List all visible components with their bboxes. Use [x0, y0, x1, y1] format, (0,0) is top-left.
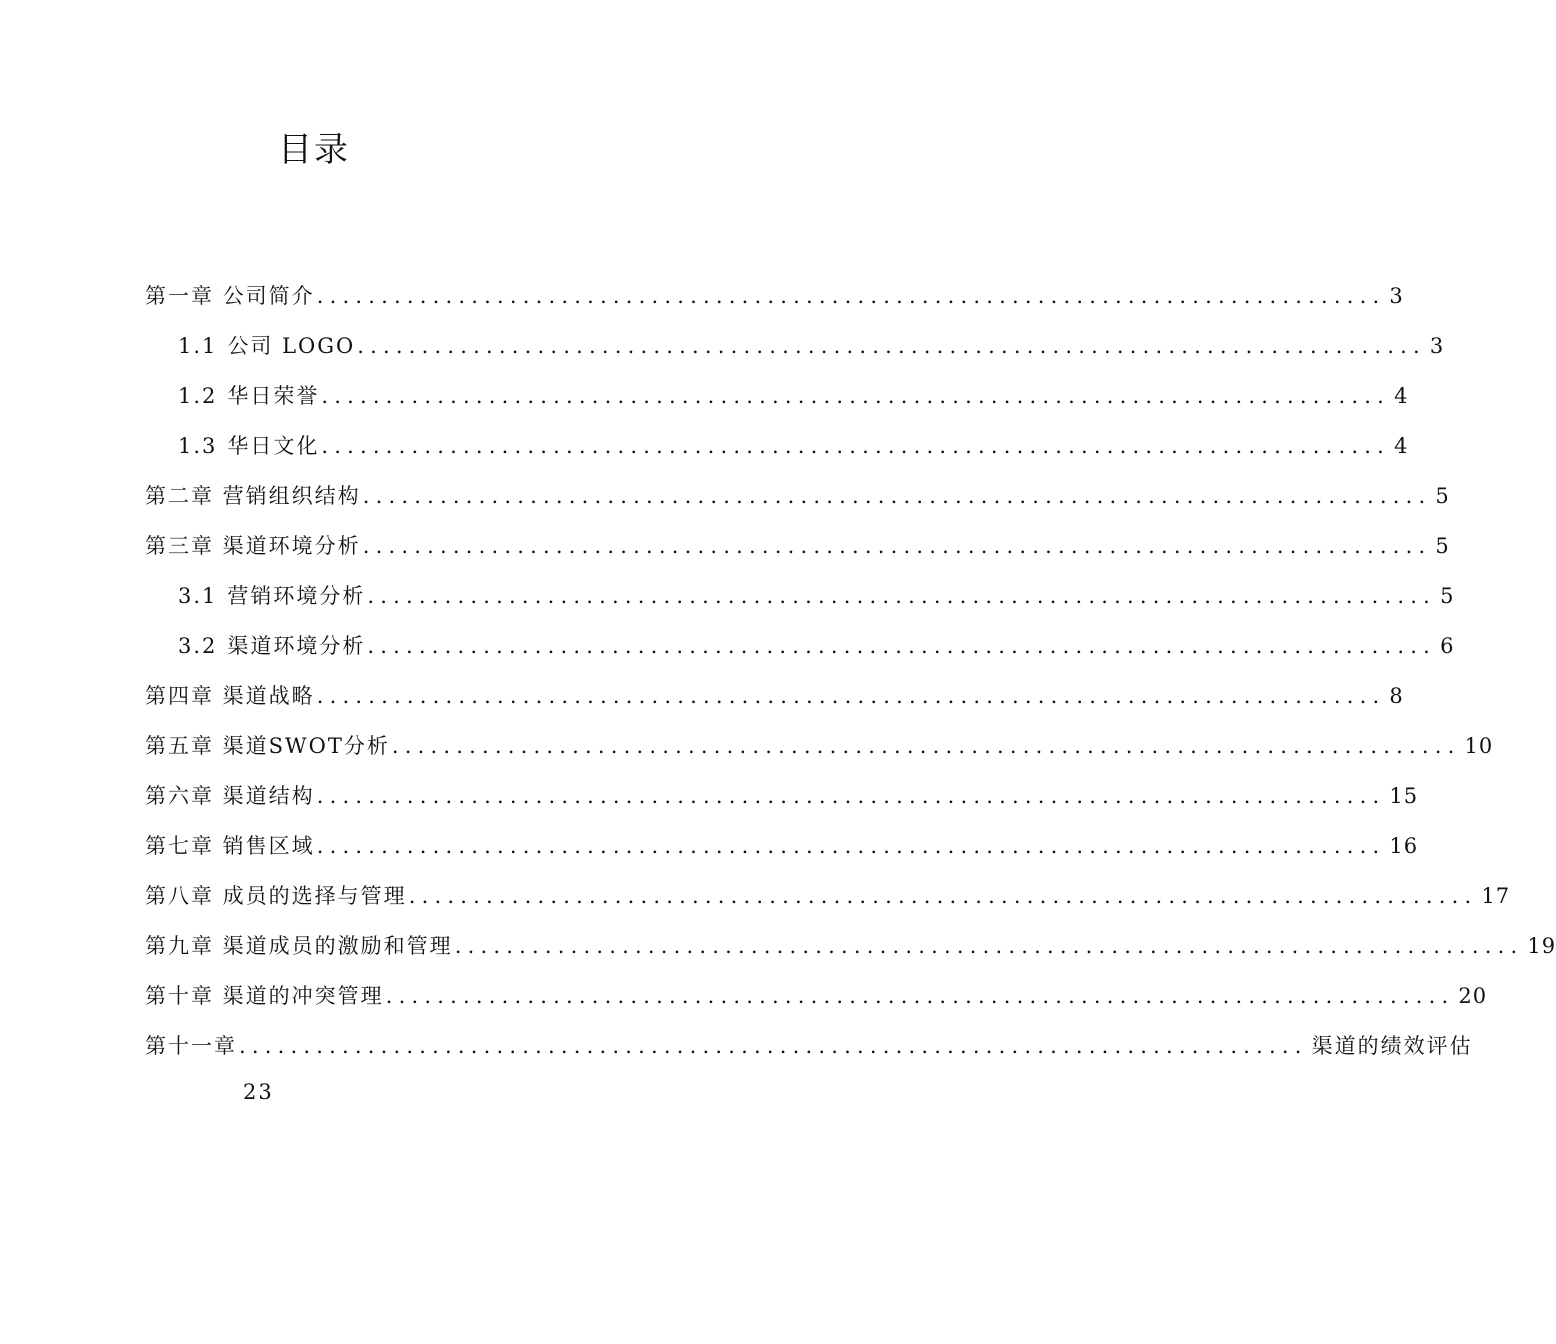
leader-dots: ................................................................................... — [367, 584, 1437, 608]
toc-subentry — [145, 580, 1455, 630]
leader-dots: ................................................................................... — [316, 784, 1386, 808]
toc-entry-label: 营销环境分析 — [227, 584, 366, 608]
toc-entry-label: 第五章 渠道SWOT分析 — [145, 734, 390, 758]
toc-entry-label: 第七章 销售区域 — [145, 834, 315, 858]
toc-subentry-number: 1.1 — [178, 334, 218, 358]
toc-entry-page: 20 — [1458, 984, 1488, 1008]
leader-dots: ................................................................................... — [316, 834, 1386, 858]
toc-entry — [145, 480, 1450, 530]
toc-entry-page: 10 — [1464, 734, 1494, 758]
toc-subentry — [145, 430, 1409, 480]
toc-entry-label: 第十章 渠道的冲突管理 — [145, 984, 384, 1008]
toc-entry-label: 公司 LOGO — [227, 334, 356, 358]
leader-dots: ................................................................................... — [239, 1034, 1308, 1058]
toc-entry — [145, 780, 1419, 830]
toc-entry-label: 渠道环境分析 — [227, 634, 366, 658]
leader-dots: ................................................................................... — [408, 884, 1478, 908]
toc-entry-page: 5 — [1440, 584, 1455, 608]
toc-entry-page: 23 — [243, 1080, 274, 1104]
leader-dots: ................................................................................... — [391, 734, 1461, 758]
toc-entry-page: 5 — [1435, 484, 1450, 508]
toc-entry-page: 3 — [1429, 334, 1445, 358]
leader-dots: ................................................................................... — [316, 284, 1386, 308]
toc-entry-label: 华日文化 — [227, 434, 320, 458]
toc-entry-label: 华日荣誉 — [227, 384, 320, 408]
toc-subentry — [145, 330, 1445, 380]
toc-entry-last — [145, 1030, 1473, 1080]
toc-entry — [145, 730, 1494, 780]
toc-entry-label: 第二章 营销组织结构 — [145, 484, 361, 508]
toc-entry-trailing-text: 渠道的绩效评估 — [1311, 1034, 1473, 1058]
toc-entry-label: 第九章 渠道成员的激励和管理 — [145, 934, 453, 958]
toc-entry — [145, 680, 1404, 730]
toc-entry-page: 16 — [1389, 834, 1419, 858]
leader-dots: ................................................................................... — [316, 684, 1386, 708]
toc-entry — [145, 880, 1511, 930]
toc-entry-page: 4 — [1394, 434, 1409, 458]
toc-list — [145, 280, 1556, 1130]
toc-entry — [145, 980, 1488, 1030]
toc-entry — [145, 930, 1556, 980]
toc-subentry-number: 3.1 — [178, 584, 218, 608]
leader-dots: ................................................................................... — [367, 634, 1437, 658]
toc-subentry-number: 1.2 — [178, 384, 218, 408]
toc-entry — [145, 830, 1419, 880]
toc-entry-label: 第一章 公司简介 — [145, 284, 315, 308]
toc-subentry-number: 1.3 — [178, 434, 218, 458]
leader-dots: ................................................................................... — [362, 534, 1432, 558]
toc-entry-page: 17 — [1481, 884, 1511, 908]
toc-entry — [145, 530, 1450, 580]
toc-entry-page: 15 — [1389, 784, 1419, 808]
leader-dots: ................................................................................... — [357, 334, 1426, 358]
toc-entry-page: 5 — [1435, 534, 1450, 558]
toc-entry-page: 19 — [1527, 934, 1556, 958]
toc-title: 目录 — [278, 130, 350, 170]
toc-entry-label: 第十一章 — [145, 1034, 237, 1058]
toc-entry-page: 3 — [1389, 284, 1404, 308]
toc-entry-label: 第六章 渠道结构 — [145, 784, 315, 808]
toc-entry-page: 4 — [1394, 384, 1409, 408]
leader-dots: ................................................................................... — [321, 384, 1391, 408]
leader-dots: ................................................................................... — [362, 484, 1432, 508]
leader-dots: ................................................................................... — [385, 984, 1455, 1008]
toc-entry-label: 第八章 成员的选择与管理 — [145, 884, 407, 908]
toc-entry-label: 第四章 渠道战略 — [145, 684, 315, 708]
toc-subentry-number: 3.2 — [178, 634, 218, 658]
toc-entry-page: 8 — [1389, 684, 1404, 708]
leader-dots: ................................................................................... — [321, 434, 1391, 458]
toc-entry-label: 第三章 渠道环境分析 — [145, 534, 361, 558]
toc-subentry — [145, 380, 1409, 430]
leader-dots: ................................................................................... — [454, 934, 1524, 958]
toc-entry-page: 6 — [1440, 634, 1455, 658]
toc-subentry — [145, 630, 1455, 680]
toc-entry-continued — [145, 1080, 805, 1130]
toc-entry — [145, 280, 1404, 330]
